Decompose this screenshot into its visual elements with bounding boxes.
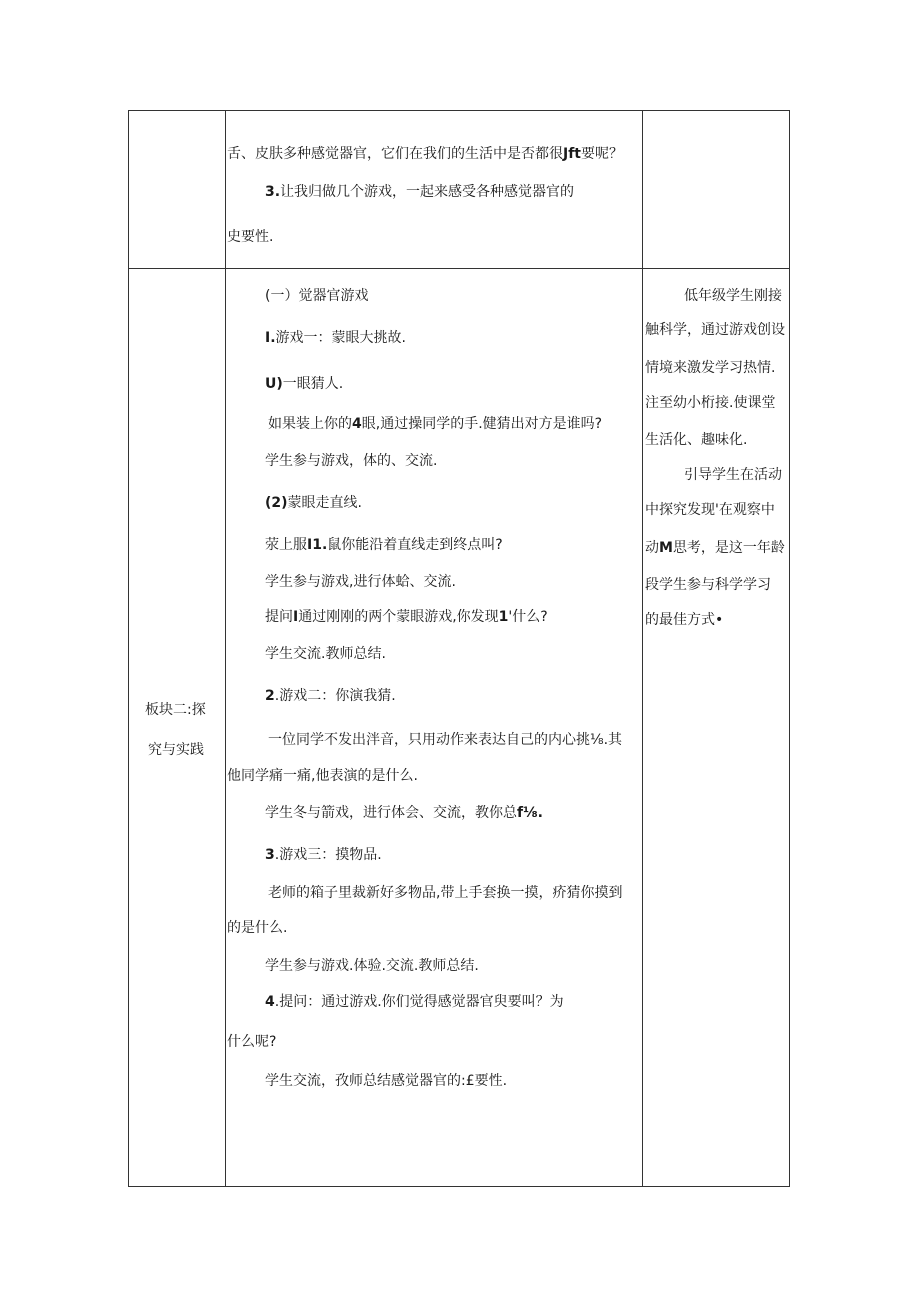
game1-activity1: 学生参与游戏，体的、交流. [265,453,438,469]
game3-desc1: 老师的箱子里裁新好多物品,带上手套换一摸，疥猜你摸到 [268,885,623,901]
game2-activity: 学生冬与箭戏，进行体会、交流，教你总f⅛. [265,805,543,821]
game3-desc2: 的是什么. [227,920,288,936]
game1-activity2: 学生参与游戏,进行体蛤、交流. [265,574,456,590]
row1-line3: 史要性. [227,229,274,245]
lesson-table [128,110,790,1187]
row-divider [129,268,789,269]
section-label: 究与实践 [148,742,204,758]
design-note-line: 引导学生在活动 [684,467,782,483]
design-note-line: 段学生参与科学学习 [645,577,771,593]
question4-line2: 什么呢? [227,1034,277,1050]
game1-question2: 荥上服I1.鼠你能沿着直线走到终点叫? [265,537,503,553]
design-note-line: 动M思考，是这一年龄 [645,540,785,556]
game3-activity: 学生参与游戏.体验.交流.教师总结. [265,958,479,974]
game2-desc2: 他同学痛一痛,他表演的是什么. [227,768,418,784]
column-divider [642,111,643,1186]
game3-title: 3.游戏三：摸物品. [265,847,382,863]
design-note-line: 的最佳方式• [645,612,724,628]
design-note-line: 中探究发现'在观察中 [645,502,775,518]
column-divider [225,111,226,1186]
activity-heading: (一）觉器官游戏 [265,288,369,304]
row1-line2: 3.让我归做几个游戏，一起来感受各种感觉器官的 [265,184,575,200]
game1-sub1: U)一眼猜人. [265,376,344,392]
game2-title: 2.游戏二：你演我猜. [265,688,396,704]
question4-line1: 4.提问：通过游戏.你们觉得感觉器官臾要叫？为 [265,994,564,1010]
game2-desc1: 一位同学不发出泮音，只用动作来表达自己的内心挑⅛.其 [268,732,623,748]
game1-summary: 学生交流.教师总结. [265,646,386,662]
design-note-line: 生活化、趣味化. [645,432,748,448]
final-summary: 学生交流，孜师总结感觉器官的:£要性. [265,1073,508,1089]
game1-title: I.游戏一：蒙眼大挑故. [265,330,406,346]
game1-sub2: (2)蒙眼走直线. [265,495,362,511]
design-note-line: 注至幼小桁接.使课堂 [645,395,776,411]
game1-question1: 如果装上你的4眼,通过操同学的手.健猜出对方是谁吗? [268,416,603,432]
row1-line1: 舌、皮肤多种感觉器官，它们在我们的生活中是否都很Jft要呢？ [227,146,624,162]
design-note-line: 触科学，通过游戏创设 [645,322,785,338]
design-note-line: 情境来激发学习热情. [645,360,776,376]
game1-ask: 提问I通过刚刚的两个蒙眼游戏,你发现1'什么? [265,609,548,625]
design-note-line: 低年级学生刚接 [684,288,782,304]
section-label: 板块二:探 [145,702,206,718]
